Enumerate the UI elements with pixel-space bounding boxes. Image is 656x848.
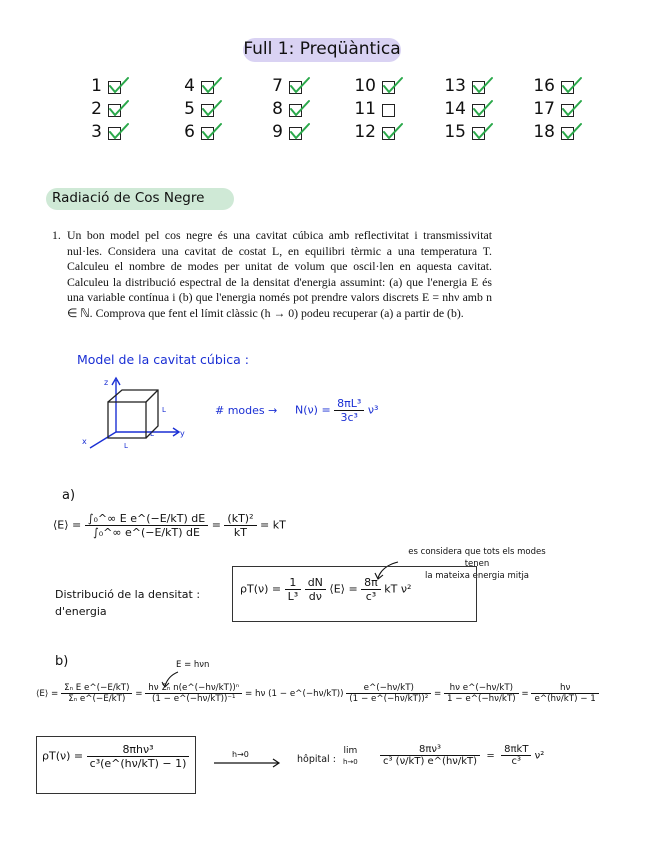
axis-z-label: z <box>104 378 109 387</box>
b-frac-den: e^(hν/kT) − 1 <box>534 694 596 704</box>
checkmark-icon <box>561 100 581 116</box>
checkmark-icon <box>201 123 221 139</box>
part-a-label: a) <box>62 488 76 503</box>
b-frac-den: (1 − e^(−hν/kT))⁻¹ <box>152 694 236 704</box>
checkmark-icon <box>472 100 492 116</box>
checklist-number: 18 <box>533 122 555 142</box>
checkmark-icon <box>472 77 492 93</box>
checklist-number: 3 <box>91 122 102 142</box>
modes-tail: ν³ <box>367 403 379 417</box>
a-mid-numerator: (kT)² <box>224 512 256 526</box>
b-step: = hν (1 − e^(−hν/kT)) <box>244 689 344 699</box>
hop-num: 8πν³ <box>380 744 480 756</box>
rho-a-frac-den: c³ <box>365 590 377 603</box>
checkmark-icon <box>289 100 309 116</box>
rho-a-frac-num: dN <box>305 576 326 590</box>
lim-subscript: h→0 <box>343 758 358 766</box>
checklist-number: 10 <box>354 76 376 96</box>
checkmark-icon <box>382 123 402 139</box>
a-denominator: ∫₀^∞ e^(−E/kT) dE <box>92 526 200 539</box>
checklist-number: 12 <box>354 122 376 142</box>
final-den: c³ <box>511 756 522 767</box>
checkmark-icon <box>289 77 309 93</box>
problem-statement <box>52 228 492 322</box>
distribution-label <box>55 586 200 620</box>
mean-energy-continuous <box>53 512 286 539</box>
x-axis <box>90 432 116 448</box>
distribution-label-line: d'energia <box>55 605 107 618</box>
checkmark-icon <box>108 77 128 93</box>
checklist-number: 13 <box>444 76 466 96</box>
section-title: Radiació de Cos Negre <box>52 190 205 206</box>
cube-side-label: L <box>150 430 154 438</box>
checklist-number: 6 <box>184 122 195 142</box>
a-mid-denominator: kT <box>233 526 247 539</box>
limit-arrow <box>212 758 284 768</box>
a-numerator: ∫₀^∞ E e^(−E/kT) dE <box>85 512 208 526</box>
b-frac-den: (1 − e^(−hν/kT))² <box>349 694 429 704</box>
rho-a-lhs: ρT(ν) = <box>240 582 282 596</box>
page-title: Full 1: Preqüàntica <box>243 39 401 59</box>
modes-numerator: 8πL³ <box>334 397 364 411</box>
limit-label: h→0 <box>232 750 249 759</box>
problem-text: Un bon model pel cos negre és una cavitat cúbica amb reflectivitat i transmissivitat nul·les. Considera una cavitat de costat L, en equilibri tèrmic a una temperatura T. Calculeu el nombre de modes per unitat de volum que oscil·len en aquesta cavitat. Calculeu la distribució espectral de la densitat d'energia assumint: (a) que l'energia E és una variable contínua i (b) que l'energia només pot prendre valors discrets E = nhν amb n ∈ ℕ. Comprova que fent el límit clàssic (h → 0) podeu recuperar (a) a partir de (b). <box>67 228 492 320</box>
a-result: = kT <box>260 518 286 532</box>
modes-label: # modes → <box>215 404 278 417</box>
checkmark-icon <box>382 77 402 93</box>
rho-a-tail: kT ν² <box>384 582 412 596</box>
b-frac-den: 1 − e^(−hν/kT) <box>447 694 516 704</box>
hop-den: c³ (ν/kT) e^(hν/kT) <box>383 756 478 767</box>
b-frac-num: hν e^(−hν/kT) <box>444 683 519 694</box>
checkmark-icon <box>289 123 309 139</box>
axis-y-label: y <box>180 429 185 438</box>
b-note: E = hνn <box>176 660 210 670</box>
checklist-number: 2 <box>91 99 102 119</box>
axis-x-label: x <box>82 437 87 446</box>
checkmark-icon <box>561 77 581 93</box>
checklist-number: 9 <box>272 122 283 142</box>
rho-continuous <box>240 576 411 603</box>
modes-formula <box>295 397 378 424</box>
checklist-number: 15 <box>444 122 466 142</box>
rho-a-frac-num: 1 <box>285 576 302 590</box>
hopital-label: hôpital : <box>297 754 336 765</box>
limit-operator <box>343 746 358 768</box>
checklist-number: 5 <box>184 99 195 119</box>
checklist-number: 8 <box>272 99 283 119</box>
b-lhs: ⟨E⟩ = <box>36 689 59 699</box>
checklist-number: 7 <box>272 76 283 96</box>
rho-a-mid: ⟨E⟩ = <box>329 582 358 596</box>
rho-b-den: c³(e^(hν/kT) − 1) <box>89 757 187 770</box>
b-frac-num: Σₙ E e^(−E/kT) <box>61 683 132 694</box>
part-b-label: b) <box>55 654 69 669</box>
checkmark-icon <box>561 123 581 139</box>
rho-discrete <box>42 743 189 770</box>
lim-symbol: lim <box>343 746 358 756</box>
modes-lhs: N(ν) = <box>295 403 331 417</box>
mean-energy-discrete: ⟨E⟩ = $\frac{\text{Σₙ E e\textasciicircum{}(−E/kT)}}{\text{Σₙ e\textasciicircum{}(−E/kT)}}$ = $\frac{\text{hν Σₙ n(e\textasciicircum{}(−hν/kT))ⁿ}}{\text{(1 − e\textasciicircum{}(−hν/kT))⁻¹}}$ = hν (1 − e^(−hν/kT)) $\frac{e\^{}(-h\nu/kT)}{\text{(1 − e\textasciicircum{}(−hν/kT))²}}$ = $\frac{\text{hν e\textasciicircum{}(−hν/kT)}}{1 - e\^{}(-h\nu/kT)}$ = $\frac{h\nu}{e\^{}(h\nu/kT) - 1}$ <box>36 683 599 704</box>
rho-a-frac-den: dν <box>308 590 322 603</box>
rho-a-frac-den: L³ <box>287 590 299 603</box>
checklist-number: 14 <box>444 99 466 119</box>
cube-diagram <box>78 372 198 452</box>
checkmark-icon <box>472 123 492 139</box>
b-frac-num: e^(−hν/kT) <box>346 683 431 694</box>
checkbox-unchecked[interactable] <box>382 104 395 117</box>
distribution-label-line: Distribució de la densitat : <box>55 588 201 601</box>
problem-number: 1. <box>52 228 61 242</box>
cube-side-label: L <box>124 442 128 450</box>
a-lhs: ⟨E⟩ = <box>53 518 82 532</box>
b-frac-den: Σₙ e^(−E/kT) <box>68 694 126 704</box>
checkmark-icon <box>201 77 221 93</box>
hopital-expression: $\frac{\text{8πν³}}{\text{c³ (ν/kT) e\textasciicircum{}(hν/kT)}}$ = $\frac{\text{8πkT}}{\text{c³}}$ ν² <box>380 744 544 767</box>
annotation-line: la mateixa energia mitja <box>424 571 530 581</box>
rho-b-num: 8πhν³ <box>87 743 190 757</box>
final-num: 8πkT <box>501 744 531 756</box>
modes-denominator: 3c³ <box>340 411 358 424</box>
b-frac-num: hν Σₙ n(e^(−hν/kT))ⁿ <box>145 683 242 694</box>
checkmark-icon <box>108 123 128 139</box>
rho-b-lhs: ρT(ν) = <box>42 749 84 763</box>
checklist-number: 11 <box>354 99 376 119</box>
cube-side-label: L <box>162 406 166 414</box>
final-tail: ν² <box>534 750 545 762</box>
checkmark-icon <box>201 100 221 116</box>
checklist-number: 4 <box>184 76 195 96</box>
a-equals: = <box>211 518 221 532</box>
checklist-number: 1 <box>91 76 102 96</box>
checklist-number: 16 <box>533 76 555 96</box>
checklist-number: 17 <box>533 99 555 119</box>
checkmark-icon <box>108 100 128 116</box>
model-heading: Model de la cavitat cúbica : <box>77 352 249 367</box>
b-frac-num: hν <box>531 683 598 694</box>
annotation-line: es considera que tots els modes tenen <box>408 547 546 569</box>
rho-a-frac-num: 8π <box>361 576 381 590</box>
